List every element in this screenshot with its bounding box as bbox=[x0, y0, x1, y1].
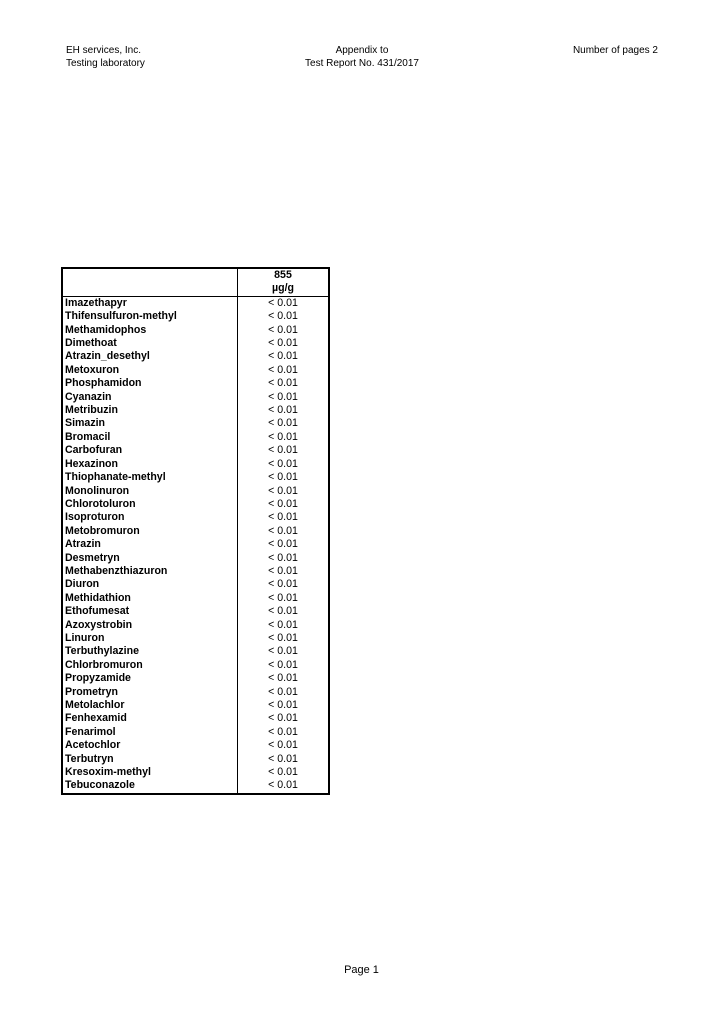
table-row bbox=[62, 471, 329, 484]
blank-header-cell bbox=[62, 268, 238, 282]
result-value: < 0.01 bbox=[268, 658, 298, 671]
compound-name: Fenarimol bbox=[62, 726, 238, 739]
compound-name: Linuron bbox=[62, 632, 238, 645]
compound-name: Metobromuron bbox=[62, 525, 238, 538]
table-row bbox=[62, 739, 329, 752]
compound-name: Diuron bbox=[62, 578, 238, 591]
compound-name: Kresoxim-methyl bbox=[62, 766, 238, 779]
result-value: < 0.01 bbox=[268, 511, 298, 524]
page-number: Page 1 bbox=[344, 964, 379, 976]
result-value: < 0.01 bbox=[268, 725, 298, 738]
result-value: < 0.01 bbox=[268, 564, 298, 577]
header-report-info bbox=[262, 44, 462, 70]
compound-name: Hexazinon bbox=[62, 458, 238, 471]
result-value: < 0.01 bbox=[268, 430, 298, 443]
result-value: < 0.01 bbox=[268, 538, 298, 551]
table-row bbox=[62, 431, 329, 444]
result-value: < 0.01 bbox=[268, 645, 298, 658]
compound-name: Imazethapyr bbox=[62, 296, 238, 310]
result-value: < 0.01 bbox=[268, 605, 298, 618]
compound-name: Fenhexamid bbox=[62, 712, 238, 725]
result-value: < 0.01 bbox=[268, 631, 298, 644]
result-value: < 0.01 bbox=[268, 457, 298, 470]
compound-name: Phosphamidon bbox=[62, 377, 238, 390]
table-row bbox=[62, 672, 329, 685]
compound-name: Cyanazin bbox=[62, 391, 238, 404]
compound-name: Thifensulfuron-methyl bbox=[62, 310, 238, 323]
page-count: Number of pages 2 bbox=[572, 45, 658, 56]
table-row bbox=[62, 485, 329, 498]
table-row bbox=[62, 766, 329, 779]
result-value: < 0.01 bbox=[268, 618, 298, 631]
compound-name: Atrazin bbox=[62, 538, 238, 551]
result-value: < 0.01 bbox=[268, 337, 298, 350]
result-value: < 0.01 bbox=[268, 712, 298, 725]
compound-name: Metribuzin bbox=[62, 404, 238, 417]
result-value: < 0.01 bbox=[268, 377, 298, 390]
compound-name: Simazin bbox=[62, 417, 238, 430]
table-row bbox=[62, 404, 329, 417]
result-value: < 0.01 bbox=[268, 672, 298, 685]
compound-name: Carbofuran bbox=[62, 444, 238, 457]
compound-name: Methamidophos bbox=[62, 324, 238, 337]
result-value: < 0.01 bbox=[268, 323, 298, 336]
compound-name: Terbuthylazine bbox=[62, 645, 238, 658]
table-row bbox=[62, 659, 329, 672]
table-row bbox=[62, 324, 329, 337]
result-value: < 0.01 bbox=[268, 296, 298, 309]
lab-name: EH services, Inc. bbox=[66, 45, 142, 56]
result-value: < 0.01 bbox=[268, 444, 298, 457]
table-row bbox=[62, 310, 329, 323]
result-value: < 0.01 bbox=[268, 390, 298, 403]
compound-name: Metoxuron bbox=[62, 364, 238, 377]
table-row bbox=[62, 525, 329, 538]
table-row bbox=[62, 699, 329, 712]
compound-name: Dimethoat bbox=[62, 337, 238, 350]
compound-name: Prometryn bbox=[62, 686, 238, 699]
compound-name: Thiophanate-methyl bbox=[62, 471, 238, 484]
compound-name: Azoxystrobin bbox=[62, 619, 238, 632]
table-row bbox=[62, 592, 329, 605]
table-row bbox=[62, 632, 329, 645]
result-value: < 0.01 bbox=[268, 524, 298, 537]
table-row bbox=[62, 458, 329, 471]
result-value: < 0.01 bbox=[268, 310, 298, 323]
table-row bbox=[62, 417, 329, 430]
compound-name: Monolinuron bbox=[62, 485, 238, 498]
table-row bbox=[62, 565, 329, 578]
table-row bbox=[62, 391, 329, 404]
table-row bbox=[62, 578, 329, 591]
table-row bbox=[62, 645, 329, 658]
header-lab-info bbox=[66, 44, 145, 70]
result-value: < 0.01 bbox=[268, 578, 298, 591]
table-row bbox=[62, 753, 329, 766]
compound-name: Terbutryn bbox=[62, 753, 238, 766]
report-number: Test Report No. 431/2017 bbox=[305, 58, 419, 69]
table-row bbox=[62, 726, 329, 739]
table-row bbox=[62, 686, 329, 699]
table-row bbox=[62, 364, 329, 377]
compound-name: Metolachlor bbox=[62, 699, 238, 712]
table-row bbox=[62, 779, 329, 793]
lab-type: Testing laboratory bbox=[66, 58, 145, 69]
result-value: < 0.01 bbox=[268, 404, 298, 417]
compound-name: Methidathion bbox=[62, 592, 238, 605]
table-row bbox=[62, 605, 329, 618]
results-table bbox=[61, 267, 330, 795]
compound-name: Chlorbromuron bbox=[62, 659, 238, 672]
result-value: < 0.01 bbox=[268, 752, 298, 765]
table-row bbox=[62, 619, 329, 632]
compound-name: Isoproturon bbox=[62, 511, 238, 524]
blank-header-cell bbox=[62, 282, 238, 296]
table-row bbox=[62, 350, 329, 363]
result-value: < 0.01 bbox=[268, 484, 298, 497]
result-value: < 0.01 bbox=[268, 417, 298, 430]
compound-name: Bromacil bbox=[62, 431, 238, 444]
result-value: < 0.01 bbox=[268, 685, 298, 698]
result-value: < 0.01 bbox=[268, 739, 298, 752]
compound-name: Methabenzthiazuron bbox=[62, 565, 238, 578]
table-row bbox=[62, 296, 329, 310]
table-row bbox=[62, 511, 329, 524]
result-value: < 0.01 bbox=[268, 766, 298, 779]
table-row bbox=[62, 498, 329, 511]
result-value: < 0.01 bbox=[268, 350, 298, 363]
compound-name: Acetochlor bbox=[62, 739, 238, 752]
result-value: < 0.01 bbox=[268, 471, 298, 484]
compound-name: Tebuconazole bbox=[62, 779, 238, 793]
unit-header: µg/g bbox=[238, 282, 330, 296]
result-value: < 0.01 bbox=[268, 363, 298, 376]
table-row bbox=[62, 444, 329, 457]
result-value: < 0.01 bbox=[268, 779, 298, 792]
compound-name: Chlorotoluron bbox=[62, 498, 238, 511]
compound-name: Atrazin_desethyl bbox=[62, 350, 238, 363]
table-row bbox=[62, 538, 329, 551]
result-value: < 0.01 bbox=[268, 551, 298, 564]
sample-id-header: 855 bbox=[274, 269, 292, 281]
compound-name: Propyzamide bbox=[62, 672, 238, 685]
compound-name: Desmetryn bbox=[62, 552, 238, 565]
table-row bbox=[62, 552, 329, 565]
appendix-label: Appendix to bbox=[335, 45, 389, 56]
result-value: < 0.01 bbox=[268, 699, 298, 711]
result-value: < 0.01 bbox=[268, 497, 298, 510]
compound-name: Ethofumesat bbox=[62, 605, 238, 618]
result-value: < 0.01 bbox=[268, 591, 298, 604]
table-row bbox=[62, 377, 329, 390]
table-row bbox=[62, 337, 329, 350]
table-row bbox=[62, 712, 329, 725]
